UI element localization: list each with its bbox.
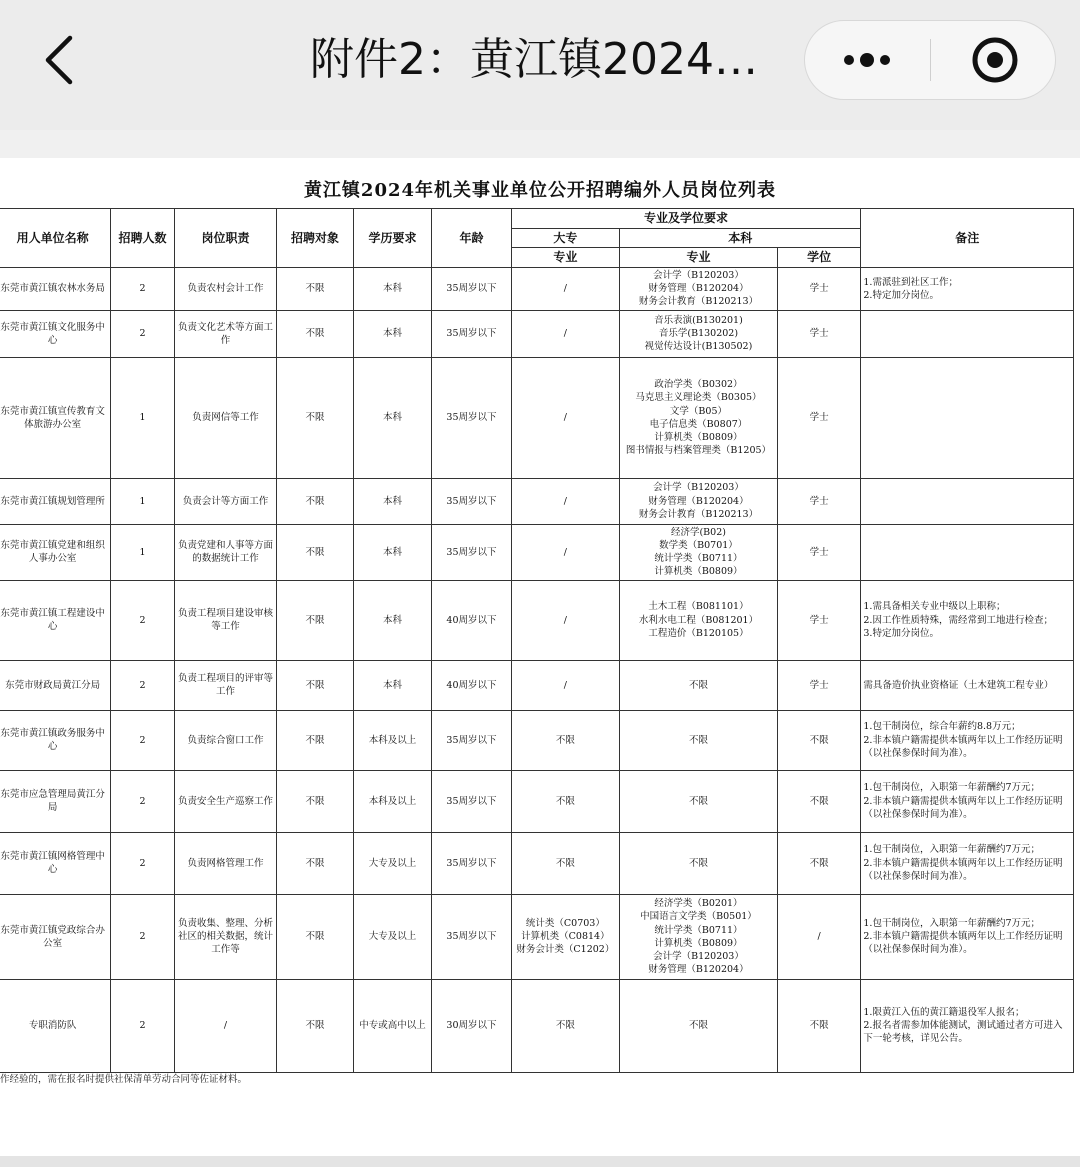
remarks-cell: 1.需具备相关专业中级以上职称； 2.因工作性质特殊，需经常到工地进行检查； 3.特定加分岗位。: [861, 580, 1074, 660]
duty-cell: 负责会计等方面工作: [174, 478, 276, 524]
age-cell: 35周岁以下: [432, 770, 512, 832]
header-education: 学历要求: [353, 209, 432, 268]
recruitment-table: [0, 208, 1074, 1073]
unit-cell: 东莞市黄江镇规划管理所: [0, 478, 111, 524]
age-cell: 35周岁以下: [432, 710, 512, 770]
unit-cell: 东莞市黄江镇宣传教育文体旅游办公室: [0, 357, 111, 478]
target-cell: 不限: [277, 267, 354, 310]
education-cell: 中专或高中以上: [353, 979, 432, 1072]
dazhuan-major-cell: /: [511, 357, 619, 478]
dazhuan-major-cell: /: [511, 580, 619, 660]
remarks-cell: 1.包干制岗位，综合年薪约8.8万元； 2.非本镇户籍需提供本镇两年以上工作经历证明（以社保参保时间为准）。: [861, 710, 1074, 770]
back-button[interactable]: [36, 30, 86, 90]
age-cell: 40周岁以下: [432, 580, 512, 660]
age-cell: 30周岁以下: [432, 979, 512, 1072]
benke-major-cell: 不限: [620, 832, 778, 894]
count-cell: 1: [111, 478, 175, 524]
count-cell: 2: [111, 979, 175, 1072]
header-duty: 岗位职责: [174, 209, 276, 268]
benke-major-cell: 不限: [620, 979, 778, 1072]
age-cell: 35周岁以下: [432, 267, 512, 310]
remarks-cell: [861, 524, 1074, 580]
dazhuan-major-cell: 不限: [511, 710, 619, 770]
education-cell: 本科及以上: [353, 710, 432, 770]
target-cell: 不限: [277, 660, 354, 710]
document-page: [0, 158, 1080, 1156]
benke-major-cell: 音乐表演(B130201) 音乐学(B130202) 视觉传达设计(B130502): [620, 310, 778, 357]
benke-major-cell: 经济学(B02) 数学类（B0701） 统计学类（B0711） 计算机类（B0809）: [620, 524, 778, 580]
education-cell: 本科: [353, 478, 432, 524]
duty-cell: 负责网格管理工作: [174, 832, 276, 894]
chevron-left-icon: [36, 30, 86, 90]
header-dazhuan: 大专: [511, 228, 619, 248]
education-cell: 本科: [353, 524, 432, 580]
unit-cell: 东莞市黄江镇文化服务中心: [0, 310, 111, 357]
count-cell: 2: [111, 580, 175, 660]
duty-cell: 负责党建和人事等方面的数据统计工作: [174, 524, 276, 580]
age-cell: 35周岁以下: [432, 478, 512, 524]
dazhuan-major-cell: 不限: [511, 832, 619, 894]
table-row: [0, 357, 1074, 478]
footnote: 作经验的，需在报名时提供社保清单劳动合同等佐证材料。: [0, 1074, 248, 1085]
table-row: [0, 478, 1074, 524]
duty-cell: 负责工程项目的评审等工作: [174, 660, 276, 710]
target-close-icon: [931, 21, 1055, 99]
unit-cell: 东莞市黄江镇党建和组织人事办公室: [0, 524, 111, 580]
education-cell: 大专及以上: [353, 832, 432, 894]
count-cell: 2: [111, 660, 175, 710]
header-target: 招聘对象: [277, 209, 354, 268]
dazhuan-major-cell: /: [511, 267, 619, 310]
education-cell: 本科: [353, 580, 432, 660]
count-cell: 1: [111, 524, 175, 580]
degree-cell: 学士: [777, 267, 860, 310]
benke-major-cell: 不限: [620, 770, 778, 832]
education-cell: 本科及以上: [353, 770, 432, 832]
dazhuan-major-cell: /: [511, 660, 619, 710]
count-cell: 2: [111, 770, 175, 832]
target-cell: 不限: [277, 524, 354, 580]
dazhuan-major-cell: /: [511, 524, 619, 580]
remarks-cell: 1.包干制岗位，入职第一年薪酬约7万元； 2.非本镇户籍需提供本镇两年以上工作经历证明（以社保参保时间为准）。: [861, 832, 1074, 894]
count-cell: 2: [111, 832, 175, 894]
degree-cell: /: [777, 894, 860, 979]
header-remarks: 备注: [861, 209, 1074, 268]
top-nav-bar: [0, 0, 1080, 130]
unit-cell: 东莞市黄江镇党政综合办公室: [0, 894, 111, 979]
benke-major-cell: 政治学类（B0302） 马克思主义理论类（B0305） 文学（B05） 电子信息类（B0807） 计算机类（B0809） 图书情报与档案管理类（B1205）: [620, 357, 778, 478]
more-button[interactable]: [805, 21, 930, 99]
page-title: 附件2：黄江镇2024…: [310, 34, 758, 85]
table-row: [0, 580, 1074, 660]
unit-cell: 东莞市黄江镇政务服务中心: [0, 710, 111, 770]
header-degree: 学位: [777, 248, 860, 268]
count-cell: 2: [111, 894, 175, 979]
table-row: [0, 894, 1074, 979]
remarks-cell: 需具备造价执业资格证（土木建筑工程专业）: [861, 660, 1074, 710]
age-cell: 35周岁以下: [432, 894, 512, 979]
remarks-cell: 1.需派驻到社区工作； 2.特定加分岗位。: [861, 267, 1074, 310]
unit-cell: 东莞市黄江镇网格管理中心: [0, 832, 111, 894]
dazhuan-major-cell: /: [511, 478, 619, 524]
degree-cell: 不限: [777, 770, 860, 832]
more-dots-icon: [805, 21, 930, 99]
benke-major-cell: 土木工程（B081101） 水利水电工程（B081201） 工程造价（B120105）: [620, 580, 778, 660]
close-button[interactable]: [931, 21, 1055, 99]
unit-cell: 专职消防队: [0, 979, 111, 1072]
target-cell: 不限: [277, 310, 354, 357]
benke-major-cell: 不限: [620, 660, 778, 710]
age-cell: 35周岁以下: [432, 524, 512, 580]
duty-cell: /: [174, 979, 276, 1072]
degree-cell: 学士: [777, 310, 860, 357]
dazhuan-major-cell: 不限: [511, 979, 619, 1072]
dazhuan-major-cell: 统计类（C0703） 计算机类（C0814） 财务会计类（C1202）: [511, 894, 619, 979]
dazhuan-major-cell: 不限: [511, 770, 619, 832]
dazhuan-major-cell: /: [511, 310, 619, 357]
header-count: 招聘人数: [111, 209, 175, 268]
target-cell: 不限: [277, 357, 354, 478]
age-cell: 35周岁以下: [432, 357, 512, 478]
remarks-cell: 1.限黄江入伍的黄江籍退役军人报名； 2.报名者需参加体能测试，测试通过者方可进入下一轮考核，详见公告。: [861, 979, 1074, 1072]
target-cell: 不限: [277, 894, 354, 979]
bottom-strip: [0, 1156, 1080, 1167]
degree-cell: 不限: [777, 710, 860, 770]
table-row: [0, 979, 1074, 1072]
duty-cell: 负责工程项目建设审核等工作: [174, 580, 276, 660]
unit-cell: 东莞市应急管理局黄江分局: [0, 770, 111, 832]
unit-cell: 东莞市黄江镇工程建设中心: [0, 580, 111, 660]
document-title: 黄江镇2024年机关事业单位公开招聘编外人员岗位列表: [303, 180, 777, 201]
table-row: [0, 660, 1074, 710]
table-row: [0, 710, 1074, 770]
header-benke: 本科: [620, 228, 861, 248]
duty-cell: 负责安全生产巡察工作: [174, 770, 276, 832]
age-cell: 35周岁以下: [432, 832, 512, 894]
header-major-group: 专业及学位要求: [511, 209, 861, 229]
target-cell: 不限: [277, 770, 354, 832]
education-cell: 大专及以上: [353, 894, 432, 979]
unit-cell: 东莞市财政局黄江分局: [0, 660, 111, 710]
table-row: [0, 310, 1074, 357]
mini-program-capsule: [804, 20, 1056, 100]
header-dz-major: 专业: [511, 248, 619, 268]
degree-cell: 学士: [777, 660, 860, 710]
target-cell: 不限: [277, 710, 354, 770]
remarks-cell: [861, 310, 1074, 357]
degree-cell: 学士: [777, 580, 860, 660]
duty-cell: 负责收集、整理、分析社区的相关数据，统计工作等: [174, 894, 276, 979]
table-body: [0, 267, 1074, 1072]
table-row: [0, 832, 1074, 894]
header-bk-major: 专业: [620, 248, 778, 268]
target-cell: 不限: [277, 478, 354, 524]
degree-cell: 学士: [777, 478, 860, 524]
degree-cell: 不限: [777, 832, 860, 894]
duty-cell: 负责网信等工作: [174, 357, 276, 478]
target-cell: 不限: [277, 832, 354, 894]
degree-cell: 不限: [777, 979, 860, 1072]
duty-cell: 负责文化艺术等方面工作: [174, 310, 276, 357]
degree-cell: 学士: [777, 524, 860, 580]
count-cell: 1: [111, 357, 175, 478]
remarks-cell: [861, 478, 1074, 524]
education-cell: 本科: [353, 357, 432, 478]
benke-major-cell: 会计学（B120203） 财务管理（B120204） 财务会计教育（B120213）: [620, 267, 778, 310]
target-cell: 不限: [277, 580, 354, 660]
remarks-cell: 1.包干制岗位，入职第一年薪酬约7万元； 2.非本镇户籍需提供本镇两年以上工作经历证明（以社保参保时间为准）。: [861, 770, 1074, 832]
benke-major-cell: 会计学（B120203） 财务管理（B120204） 财务会计教育（B120213）: [620, 478, 778, 524]
table-row: [0, 267, 1074, 310]
duty-cell: 负责综合窗口工作: [174, 710, 276, 770]
age-cell: 40周岁以下: [432, 660, 512, 710]
count-cell: 2: [111, 710, 175, 770]
education-cell: 本科: [353, 310, 432, 357]
benke-major-cell: 经济学类（B0201） 中国语言文学类（B0501） 统计学类（B0711） 计算机类（B0809） 会计学（B120203） 财务管理（B120204）: [620, 894, 778, 979]
count-cell: 2: [111, 310, 175, 357]
target-cell: 不限: [277, 979, 354, 1072]
header-age: 年龄: [432, 209, 512, 268]
benke-major-cell: 不限: [620, 710, 778, 770]
unit-cell: 东莞市黄江镇农林水务局: [0, 267, 111, 310]
education-cell: 本科: [353, 660, 432, 710]
count-cell: 2: [111, 267, 175, 310]
age-cell: 35周岁以下: [432, 310, 512, 357]
degree-cell: 学士: [777, 357, 860, 478]
education-cell: 本科: [353, 267, 432, 310]
remarks-cell: [861, 357, 1074, 478]
remarks-cell: 1.包干制岗位，入职第一年薪酬约7万元； 2.非本镇户籍需提供本镇两年以上工作经历证明（以社保参保时间为准）。: [861, 894, 1074, 979]
duty-cell: 负责农村会计工作: [174, 267, 276, 310]
table-row: [0, 770, 1074, 832]
header-unit: 用人单位名称: [0, 209, 111, 268]
table-row: [0, 524, 1074, 580]
